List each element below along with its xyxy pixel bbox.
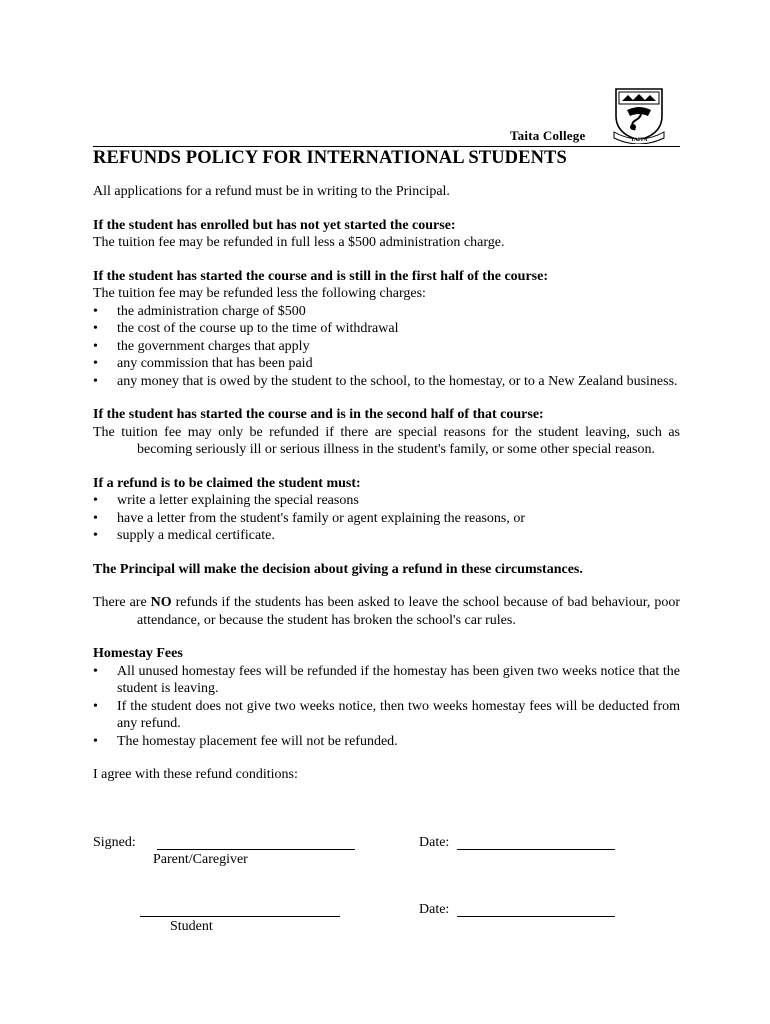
college-crest-icon [612,86,666,144]
list-item [93,373,680,391]
college-name: Taita College [510,128,586,143]
list-item: • All unused homestay fees will be refunded if the homestay has been given two weeks notice that the student is leaving. [93,663,680,698]
section4-requirements-list [93,492,680,545]
crest-label: TAITA [630,137,648,143]
principal-note: The Principal will make the decision about giving a refund in these circumstances. [93,561,583,577]
no-refunds-suffix: refunds if the students has been asked to leave the school because of bad behaviour, poor attendance, or because the student has broken the school's car rules. [137,595,681,628]
section1-heading: If the student has enrolled but has not yet started the course: [93,217,456,233]
section2-heading: If the student has started the course and is still in the first half of the course: [93,268,548,284]
section2-text: The tuition fee may be refunded less the following charges: [93,286,426,301]
page-title: REFUNDS POLICY FOR INTERNATIONAL STUDENTS [93,148,567,168]
signed-label: Signed: [93,835,136,850]
no-refunds-prefix: There are [93,595,151,610]
section1-text: The tuition fee may be refunded in full less a $500 administration charge. [93,235,505,250]
no-refunds-emphasis: NO [150,595,172,610]
section4-heading: If a refund is to be claimed the student must: [93,475,361,491]
section2-charges-list [93,303,680,391]
list-item: • the government charges that apply [93,338,680,356]
section3-heading: If the student has started the course and is in the second half of that course: [93,407,544,422]
policy-body [93,183,680,784]
date-label: Date: [419,835,450,850]
parent-caregiver-label: Parent/Caregiver [153,852,248,867]
list-item: • write a letter explaining the special reasons [93,492,680,510]
agreement-text: I agree with these refund conditions: [93,767,298,782]
parent-signature-line[interactable] [157,849,355,850]
intro-text: All applications for a refund must be in writing to the Principal. [93,184,450,199]
list-item-text: • any money that is owed by the student to the school, to the homestay, or to a New Zealand business. [117,373,678,389]
student-label: Student [170,919,213,934]
list-item: • the cost of the course up to the time of withdrawal [93,320,680,338]
list-item: • have a letter from the student's family or agent explaining the reasons, or [93,510,680,528]
list-item: • If the student does not give two weeks notice, then two weeks homestay fees will be deducted from any refund. [93,698,680,733]
no-refunds-text [93,594,680,629]
list-item: • any commission that has been paid [93,355,680,373]
list-item: • The homestay placement fee will not be refunded. [93,733,680,751]
homestay-heading: Homestay Fees [93,646,183,661]
list-item: • the administration charge of $500 [93,303,680,321]
list-item: • supply a medical certificate. [93,527,680,545]
section3-text: The tuition fee may only be refunded if there are special reasons for the student leaving, such as becoming seriously ill or serious illness in the student's family, or some other special reason. [93,424,680,457]
header-rule [93,146,680,147]
student-date-line[interactable] [457,916,615,917]
homestay-list [93,663,680,751]
student-signature-line[interactable] [140,916,340,917]
date-label: Date: [419,902,450,917]
parent-date-line[interactable] [457,849,615,850]
